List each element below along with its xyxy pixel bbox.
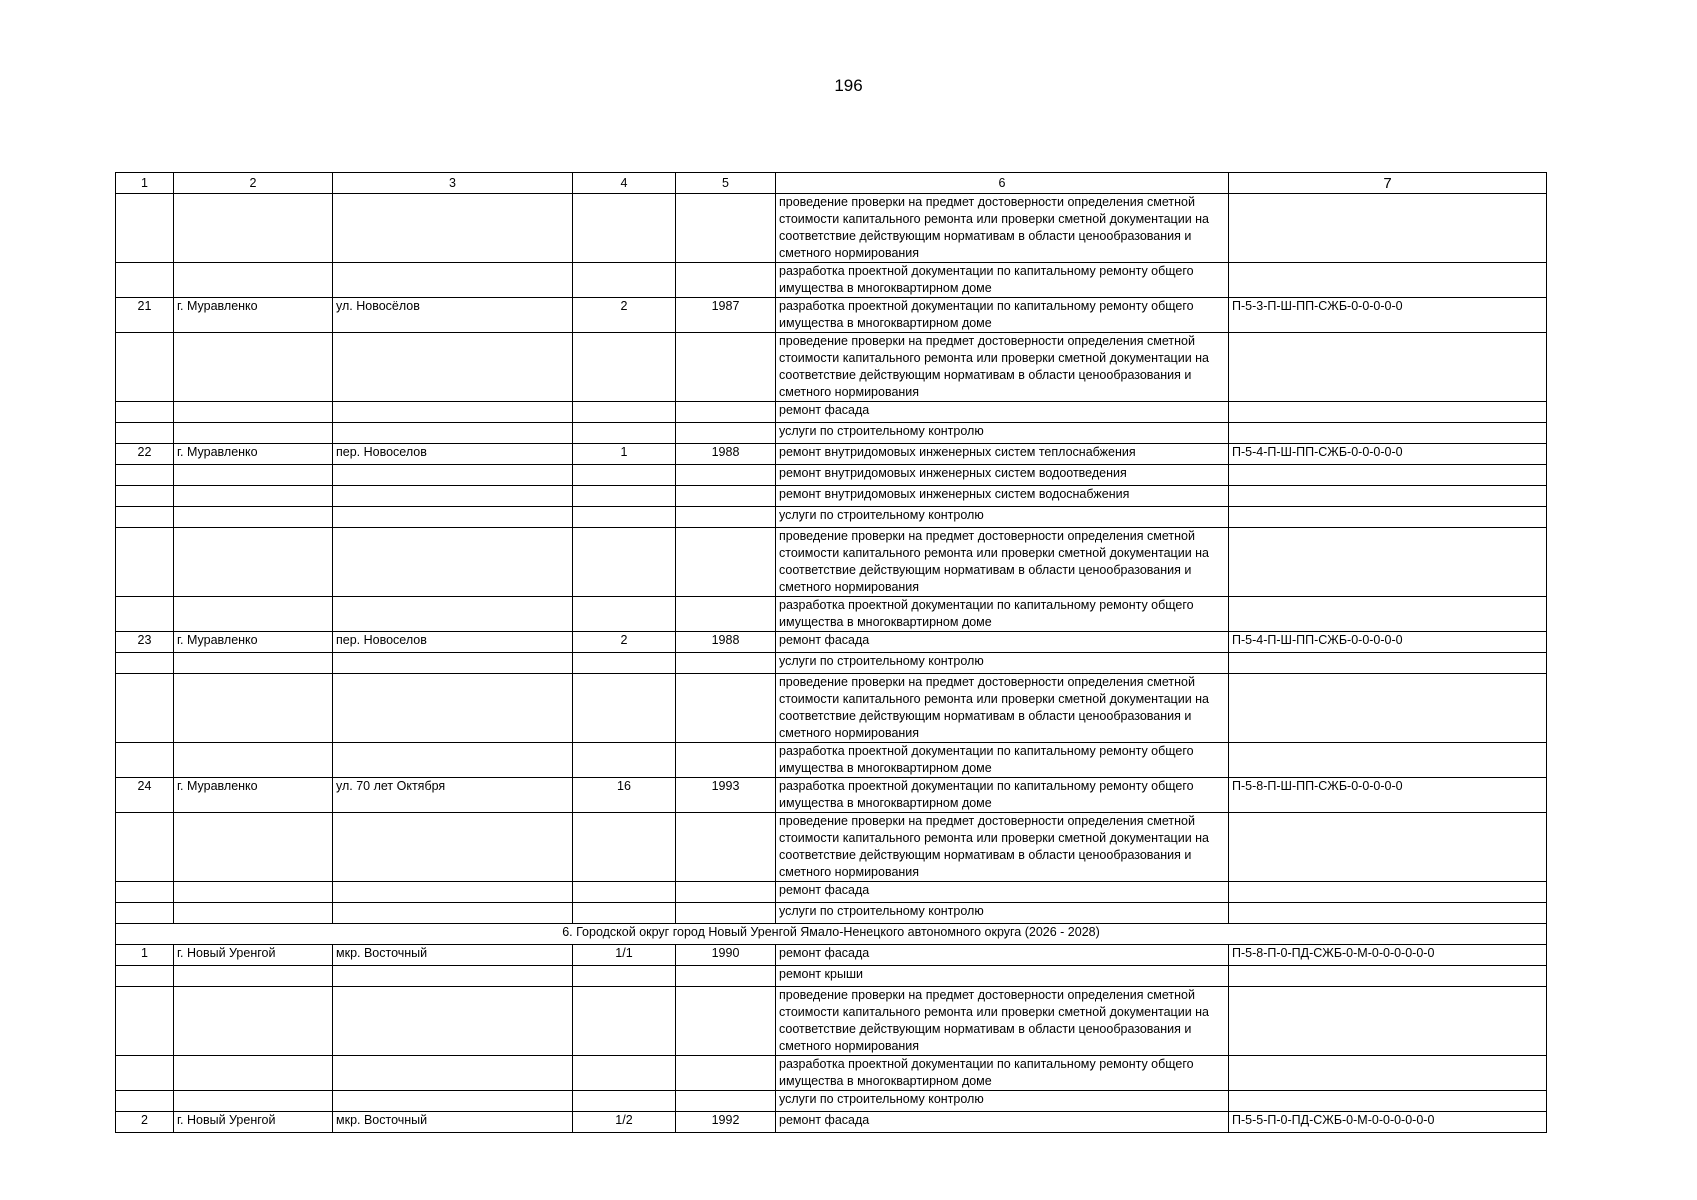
building-code-cell: П-5-4-П-Ш-ПП-СЖБ-0-0-0-0-0 <box>1229 632 1547 653</box>
column-header-3: 3 <box>333 173 573 194</box>
table-row <box>116 597 1547 632</box>
table-row <box>116 945 1547 966</box>
row-number <box>116 882 174 903</box>
table-row <box>116 486 1547 507</box>
table-row <box>116 987 1547 1056</box>
street-cell: мкр. Восточный <box>333 945 573 966</box>
city-cell <box>174 597 333 632</box>
work-type-cell: разработка проектной документации по капитальному ремонту общего имущества в многоквартирном доме <box>776 778 1229 813</box>
row-number <box>116 333 174 402</box>
page-number: 196 <box>834 76 863 95</box>
city-cell: г. Новый Уренгой <box>174 1112 333 1133</box>
building-code-cell <box>1229 528 1547 597</box>
table-row <box>116 528 1547 597</box>
work-type-cell: разработка проектной документации по капитальному ремонту общего имущества в многоквартирном доме <box>776 298 1229 333</box>
year-cell: 1988 <box>676 632 776 653</box>
table-body <box>116 194 1547 1133</box>
work-type-cell: разработка проектной документации по капитальному ремонту общего имущества в многоквартирном доме <box>776 743 1229 778</box>
house-number-cell <box>573 966 676 987</box>
street-cell <box>333 194 573 263</box>
section-title: 6. Городской округ город Новый Уренгой Ямало-Ненецкого автономного округа (2026 - 2028) <box>116 924 1547 945</box>
work-type-cell: разработка проектной документации по капитальному ремонту общего имущества в многоквартирном доме <box>776 597 1229 632</box>
row-number: 1 <box>116 945 174 966</box>
row-number: 24 <box>116 778 174 813</box>
city-cell <box>174 1091 333 1112</box>
building-code-cell <box>1229 1091 1547 1112</box>
year-cell <box>676 1091 776 1112</box>
year-cell <box>676 507 776 528</box>
row-number <box>116 423 174 444</box>
table-row <box>116 903 1547 924</box>
street-cell <box>333 486 573 507</box>
house-number-cell <box>573 507 676 528</box>
building-code-cell <box>1229 813 1547 882</box>
row-number <box>116 1056 174 1091</box>
house-number-cell <box>573 1091 676 1112</box>
city-cell <box>174 813 333 882</box>
row-number: 21 <box>116 298 174 333</box>
row-number <box>116 674 174 743</box>
table-row <box>116 194 1547 263</box>
building-code-cell: П-5-8-П-Ш-ПП-СЖБ-0-0-0-0-0 <box>1229 778 1547 813</box>
city-cell <box>174 882 333 903</box>
building-code-cell <box>1229 674 1547 743</box>
building-code-cell: П-5-5-П-0-ПД-СЖБ-0-М-0-0-0-0-0-0 <box>1229 1112 1547 1133</box>
house-number-cell <box>573 486 676 507</box>
year-cell: 1993 <box>676 778 776 813</box>
table-row <box>116 813 1547 882</box>
building-code-cell <box>1229 486 1547 507</box>
street-cell <box>333 903 573 924</box>
street-cell <box>333 333 573 402</box>
row-number <box>116 903 174 924</box>
work-type-cell: ремонт крыши <box>776 966 1229 987</box>
column-header-1: 1 <box>116 173 174 194</box>
building-code-cell <box>1229 423 1547 444</box>
row-number <box>116 653 174 674</box>
work-type-cell: услуги по строительному контролю <box>776 1091 1229 1112</box>
repair-program-table <box>115 172 1547 1133</box>
year-cell <box>676 653 776 674</box>
table-row <box>116 966 1547 987</box>
city-cell <box>174 674 333 743</box>
building-code-cell <box>1229 882 1547 903</box>
building-code-cell <box>1229 597 1547 632</box>
street-cell <box>333 507 573 528</box>
house-number-cell: 1/1 <box>573 945 676 966</box>
street-cell <box>333 597 573 632</box>
street-cell: пер. Новоселов <box>333 632 573 653</box>
street-cell <box>333 966 573 987</box>
column-header-4: 4 <box>573 173 676 194</box>
street-cell <box>333 1056 573 1091</box>
row-number <box>116 743 174 778</box>
table-row <box>116 465 1547 486</box>
street-cell: ул. Новосёлов <box>333 298 573 333</box>
city-cell <box>174 507 333 528</box>
section-row <box>116 924 1547 945</box>
house-number-cell: 2 <box>573 632 676 653</box>
street-cell <box>333 528 573 597</box>
house-number-cell <box>573 528 676 597</box>
table-row <box>116 743 1547 778</box>
city-cell: г. Новый Уренгой <box>174 945 333 966</box>
street-cell <box>333 263 573 298</box>
building-code-cell <box>1229 333 1547 402</box>
street-cell <box>333 882 573 903</box>
house-number-cell <box>573 402 676 423</box>
work-type-cell: услуги по строительному контролю <box>776 507 1229 528</box>
year-cell <box>676 528 776 597</box>
work-type-cell: ремонт внутридомовых инженерных систем теплоснабжения <box>776 444 1229 465</box>
house-number-cell <box>573 333 676 402</box>
table-row <box>116 778 1547 813</box>
work-type-cell: услуги по строительному контролю <box>776 653 1229 674</box>
row-number <box>116 597 174 632</box>
year-cell <box>676 743 776 778</box>
row-number: 2 <box>116 1112 174 1133</box>
year-cell <box>676 674 776 743</box>
column-header-7: 7 <box>1229 173 1547 194</box>
street-cell <box>333 423 573 444</box>
row-number <box>116 966 174 987</box>
street-cell <box>333 465 573 486</box>
work-type-cell: разработка проектной документации по капитальному ремонту общего имущества в многоквартирном доме <box>776 263 1229 298</box>
year-cell <box>676 882 776 903</box>
street-cell <box>333 402 573 423</box>
city-cell <box>174 987 333 1056</box>
row-number <box>116 465 174 486</box>
column-header-6: 6 <box>776 173 1229 194</box>
city-cell <box>174 402 333 423</box>
work-type-cell: ремонт фасада <box>776 882 1229 903</box>
street-cell <box>333 1091 573 1112</box>
building-code-cell <box>1229 263 1547 298</box>
building-code-cell: П-5-8-П-0-ПД-СЖБ-0-М-0-0-0-0-0-0 <box>1229 945 1547 966</box>
street-cell <box>333 743 573 778</box>
year-cell: 1987 <box>676 298 776 333</box>
house-number-cell <box>573 674 676 743</box>
street-cell: мкр. Восточный <box>333 1112 573 1133</box>
work-type-cell: проведение проверки на предмет достоверности определения сметной стоимости капитального ремонта или проверки сметной документации на соответствие действующим нормативам в области ценообразования и сметного нормирования <box>776 674 1229 743</box>
work-type-cell: проведение проверки на предмет достоверности определения сметной стоимости капитального ремонта или проверки сметной документации на соответствие действующим нормативам в области ценообразования и сметного нормирования <box>776 194 1229 263</box>
year-cell <box>676 903 776 924</box>
work-type-cell: ремонт внутридомовых инженерных систем водоотведения <box>776 465 1229 486</box>
table-row <box>116 333 1547 402</box>
work-type-cell: проведение проверки на предмет достоверности определения сметной стоимости капитального ремонта или проверки сметной документации на соответствие действующим нормативам в области ценообразования и сметного нормирования <box>776 813 1229 882</box>
city-cell <box>174 528 333 597</box>
building-code-cell: П-5-3-П-Ш-ПП-СЖБ-0-0-0-0-0 <box>1229 298 1547 333</box>
table-row <box>116 298 1547 333</box>
work-type-cell: проведение проверки на предмет достоверности определения сметной стоимости капитального ремонта или проверки сметной документации на соответствие действующим нормативам в области ценообразования и сметного нормирования <box>776 528 1229 597</box>
table-row <box>116 263 1547 298</box>
work-type-cell: ремонт фасада <box>776 945 1229 966</box>
table-row <box>116 674 1547 743</box>
house-number-cell: 1 <box>573 444 676 465</box>
house-number-cell <box>573 423 676 444</box>
year-cell <box>676 966 776 987</box>
house-number-cell <box>573 263 676 298</box>
row-number <box>116 987 174 1056</box>
house-number-cell <box>573 743 676 778</box>
table-row <box>116 1112 1547 1133</box>
column-header-2: 2 <box>174 173 333 194</box>
work-type-cell: проведение проверки на предмет достоверности определения сметной стоимости капитального ремонта или проверки сметной документации на соответствие действующим нормативам в области ценообразования и сметного нормирования <box>776 987 1229 1056</box>
year-cell: 1988 <box>676 444 776 465</box>
work-type-cell: разработка проектной документации по капитальному ремонту общего имущества в многоквартирном доме <box>776 1056 1229 1091</box>
house-number-cell: 1/2 <box>573 1112 676 1133</box>
column-number-row <box>116 173 1547 194</box>
city-cell: г. Муравленко <box>174 444 333 465</box>
building-code-cell <box>1229 653 1547 674</box>
building-code-cell <box>1229 903 1547 924</box>
city-cell <box>174 743 333 778</box>
building-code-cell <box>1229 1056 1547 1091</box>
table-row <box>116 882 1547 903</box>
year-cell <box>676 987 776 1056</box>
building-code-cell: П-5-4-П-Ш-ПП-СЖБ-0-0-0-0-0 <box>1229 444 1547 465</box>
building-code-cell <box>1229 465 1547 486</box>
table-row <box>116 1056 1547 1091</box>
year-cell: 1990 <box>676 945 776 966</box>
work-type-cell: ремонт фасада <box>776 632 1229 653</box>
house-number-cell <box>573 465 676 486</box>
year-cell <box>676 194 776 263</box>
house-number-cell: 16 <box>573 778 676 813</box>
row-number <box>116 1091 174 1112</box>
street-cell <box>333 674 573 743</box>
house-number-cell <box>573 597 676 632</box>
city-cell <box>174 333 333 402</box>
house-number-cell <box>573 882 676 903</box>
table-row <box>116 507 1547 528</box>
city-cell <box>174 966 333 987</box>
city-cell <box>174 903 333 924</box>
work-type-cell: ремонт фасада <box>776 1112 1229 1133</box>
work-type-cell: ремонт внутридомовых инженерных систем водоснабжения <box>776 486 1229 507</box>
year-cell <box>676 486 776 507</box>
street-cell: пер. Новоселов <box>333 444 573 465</box>
row-number: 23 <box>116 632 174 653</box>
house-number-cell: 2 <box>573 298 676 333</box>
year-cell <box>676 263 776 298</box>
work-type-cell: проведение проверки на предмет достоверности определения сметной стоимости капитального ремонта или проверки сметной документации на соответствие действующим нормативам в области ценообразования и сметного нормирования <box>776 333 1229 402</box>
house-number-cell <box>573 987 676 1056</box>
row-number <box>116 507 174 528</box>
work-type-cell: услуги по строительному контролю <box>776 423 1229 444</box>
city-cell: г. Муравленко <box>174 778 333 813</box>
city-cell <box>174 486 333 507</box>
city-cell: г. Муравленко <box>174 632 333 653</box>
building-code-cell <box>1229 507 1547 528</box>
table-row <box>116 423 1547 444</box>
row-number <box>116 486 174 507</box>
house-number-cell <box>573 1056 676 1091</box>
table-row <box>116 402 1547 423</box>
row-number <box>116 402 174 423</box>
row-number <box>116 263 174 298</box>
table-row <box>116 632 1547 653</box>
city-cell <box>174 1056 333 1091</box>
year-cell <box>676 465 776 486</box>
table-row <box>116 653 1547 674</box>
row-number <box>116 813 174 882</box>
row-number <box>116 528 174 597</box>
building-code-cell <box>1229 743 1547 778</box>
year-cell <box>676 1056 776 1091</box>
table-row <box>116 1091 1547 1112</box>
city-cell <box>174 465 333 486</box>
house-number-cell <box>573 194 676 263</box>
building-code-cell <box>1229 966 1547 987</box>
house-number-cell <box>573 653 676 674</box>
house-number-cell <box>573 903 676 924</box>
street-cell <box>333 987 573 1056</box>
work-type-cell: ремонт фасада <box>776 402 1229 423</box>
year-cell <box>676 333 776 402</box>
city-cell: г. Муравленко <box>174 298 333 333</box>
year-cell <box>676 423 776 444</box>
row-number: 22 <box>116 444 174 465</box>
year-cell <box>676 813 776 882</box>
column-header-5: 5 <box>676 173 776 194</box>
city-cell <box>174 653 333 674</box>
year-cell: 1992 <box>676 1112 776 1133</box>
row-number <box>116 194 174 263</box>
street-cell <box>333 813 573 882</box>
house-number-cell <box>573 813 676 882</box>
year-cell <box>676 597 776 632</box>
year-cell <box>676 402 776 423</box>
city-cell <box>174 423 333 444</box>
building-code-cell <box>1229 402 1547 423</box>
table-row <box>116 444 1547 465</box>
city-cell <box>174 263 333 298</box>
building-code-cell <box>1229 194 1547 263</box>
work-type-cell: услуги по строительному контролю <box>776 903 1229 924</box>
city-cell <box>174 194 333 263</box>
street-cell <box>333 653 573 674</box>
street-cell: ул. 70 лет Октября <box>333 778 573 813</box>
building-code-cell <box>1229 987 1547 1056</box>
